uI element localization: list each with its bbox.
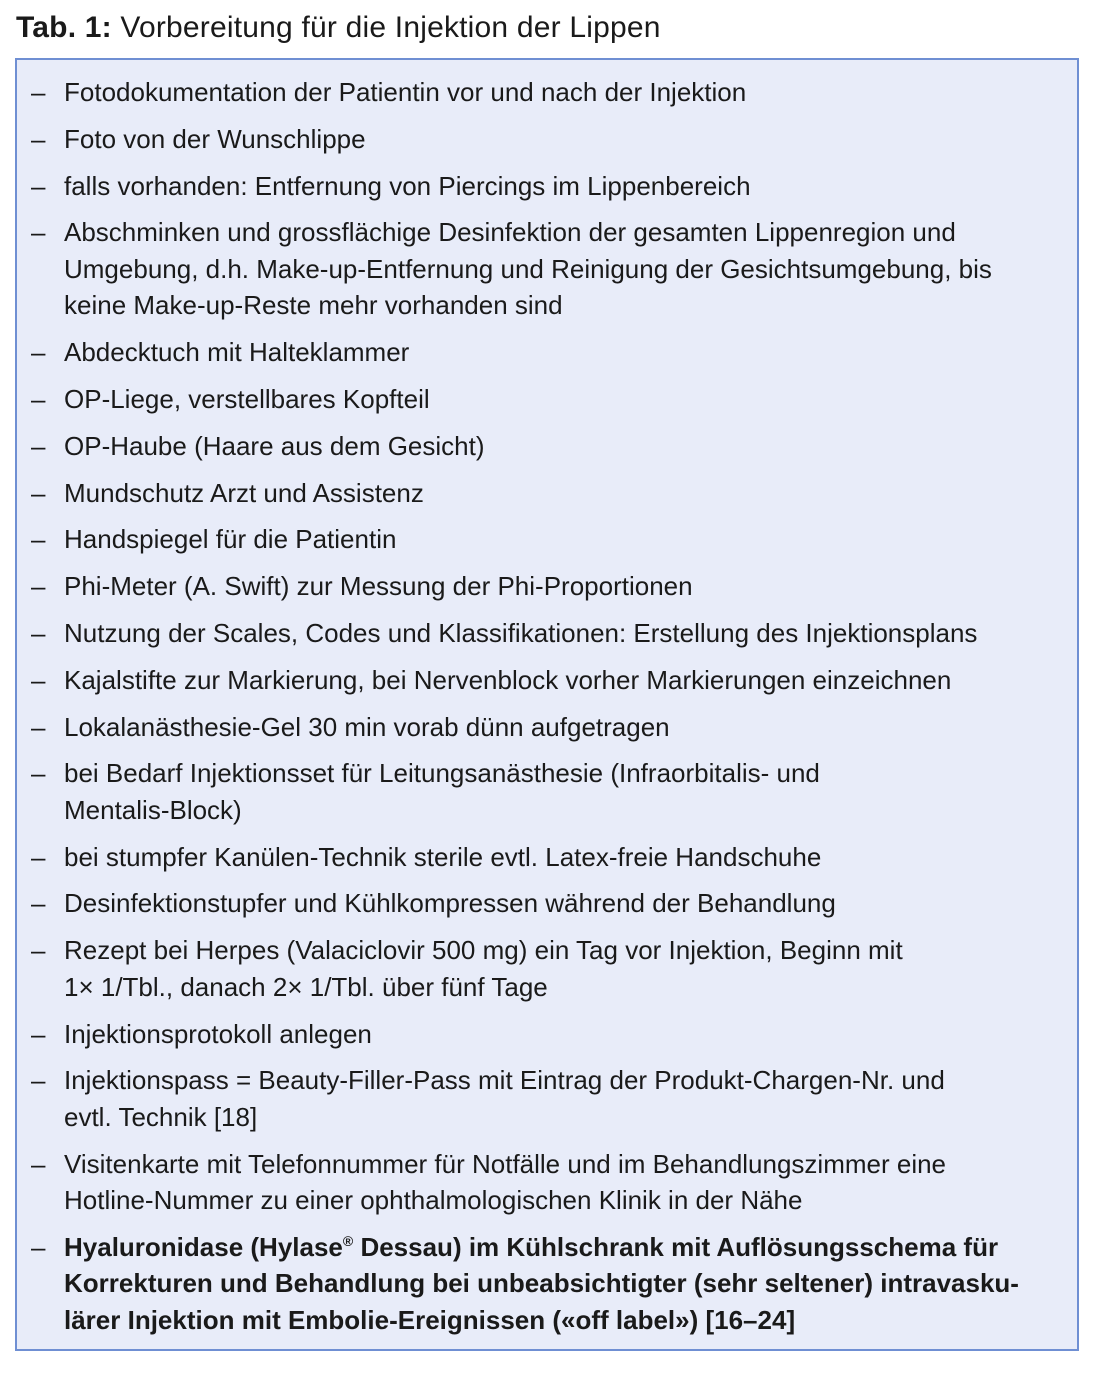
list-dash: – <box>31 337 46 368</box>
list-item-text-part: Dessau) im Kühlschrank mit Auflösungsschema für <box>353 1231 999 1262</box>
list-dash: – <box>31 1018 46 1049</box>
list-item <box>17 475 1077 512</box>
list-dash: – <box>31 888 46 919</box>
list-item-line: OP-Haube (Haare aus dem Gesicht) <box>64 430 485 461</box>
list-dash: – <box>31 758 46 789</box>
list-item-line: OP-Liege, verstellbares Kopfteil <box>64 383 430 414</box>
list-item <box>17 1146 1077 1219</box>
list-dash: – <box>31 77 46 107</box>
list-item <box>17 1062 1077 1135</box>
list-item <box>17 839 1077 876</box>
list-item-line: Lokalanästhesie-Gel 30 min vorab dünn aufgetragen <box>64 711 670 742</box>
list-dash: – <box>31 711 46 742</box>
list-item <box>17 121 1077 158</box>
list-dash: – <box>31 217 46 248</box>
list-item-line: Korrekturen und Behandlung bei unbeabsichtigter (sehr seltener) intravasku- <box>64 1268 1019 1299</box>
list-item-line: Kajalstifte zur Markierung, bei Nervenblock vorher Markierungen einzeichnen <box>64 664 952 695</box>
list-dash: – <box>31 841 46 872</box>
list-item <box>17 932 1077 1005</box>
list-dash: – <box>31 617 46 648</box>
table-caption <box>16 6 661 50</box>
list-item <box>17 1016 1077 1053</box>
list-dash: – <box>31 1065 46 1096</box>
list-item <box>17 885 1077 922</box>
list-item-line: Injektionsprotokoll anlegen <box>64 1018 372 1049</box>
list-item-line <box>64 1229 1065 1266</box>
list-item-line: bei Bedarf Injektionsset für Leitungsanästhesie (Infraorbitalis- und <box>64 758 820 789</box>
list-dash: – <box>31 383 46 414</box>
list-item-text-part: Hyaluronidase (Hylase <box>64 1231 343 1262</box>
list-item-line: keine Make-up-Reste mehr vorhanden sind <box>64 290 563 321</box>
list-dash: – <box>31 935 46 966</box>
list-item-line: Mundschutz Arzt und Assistenz <box>64 477 424 508</box>
list-item-line: Nutzung der Scales, Codes und Klassifikationen: Erstellung des Injektionsplans <box>64 617 978 648</box>
list-item <box>17 568 1077 605</box>
list-item <box>17 74 1077 111</box>
list-item-line: Abschminken und grossflächige Desinfektion der gesamten Lippenregion und <box>64 217 956 248</box>
caption-title: Vorbereitung für die Injektion der Lippen <box>120 11 661 44</box>
list-dash: – <box>31 1148 46 1179</box>
list-item <box>17 615 1077 652</box>
list-item-line: 1× 1/Tbl., danach 2× 1/Tbl. über fünf Tage <box>64 971 548 1002</box>
list-item-line: Injektionspass = Beauty-Filler-Pass mit Eintrag der Produkt-Chargen-Nr. und <box>64 1065 945 1096</box>
list-dash: – <box>31 170 46 201</box>
list-item-line: Abdecktuch mit Halteklammer <box>64 337 410 368</box>
list-item-line: Handspiegel für die Patientin <box>64 524 397 555</box>
list-item-line: bei stumpfer Kanülen-Technik sterile evtl. Latex-freie Handschuhe <box>64 841 822 872</box>
list-item-line: evtl. Technik [18] <box>64 1101 258 1132</box>
list-item <box>17 428 1077 465</box>
caption-label: Tab. 1: <box>16 11 112 44</box>
list-item <box>17 214 1077 324</box>
list-item-line: lärer Injektion mit Embolie-Ereignissen («off label») [16–24] <box>64 1304 796 1335</box>
list-dash: – <box>31 477 46 508</box>
list-item <box>17 709 1077 746</box>
list-item <box>17 168 1077 205</box>
list-item-line: Desinfektionstupfer und Kühlkompressen während der Behandlung <box>64 888 836 919</box>
list-dash: – <box>31 571 46 602</box>
list-dash: – <box>31 1231 46 1262</box>
list-item-line: Mentalis-Block) <box>64 794 242 825</box>
list-dash: – <box>31 524 46 555</box>
list-item <box>17 662 1077 699</box>
table-box <box>15 58 1079 1351</box>
list-item-line: Hotline-Nummer zu einer ophthalmologischen Klinik in der Nähe <box>64 1185 803 1216</box>
list-item-line: Visitenkarte mit Telefonnummer für Notfälle und im Behandlungszimmer eine <box>64 1148 947 1179</box>
list-dash: – <box>31 664 46 695</box>
list-item <box>17 334 1077 371</box>
list-item-line: Foto von der Wunschlippe <box>64 123 366 154</box>
list-item-line: Phi-Meter (A. Swift) zur Messung der Phi-Proportionen <box>64 571 693 602</box>
list-dash: – <box>31 123 46 154</box>
list-item-line: Fotodokumentation der Patientin vor und nach der Injektion <box>64 77 747 107</box>
list-dash: – <box>31 430 46 461</box>
item-list <box>17 74 1077 1349</box>
list-item <box>17 521 1077 558</box>
list-item <box>17 381 1077 418</box>
list-item-hyaluronidase <box>17 1229 1077 1339</box>
registered-mark: ® <box>342 1232 354 1249</box>
list-item <box>17 755 1077 828</box>
list-item-line: falls vorhanden: Entfernung von Piercings im Lippenbereich <box>64 170 751 201</box>
list-item-line: Rezept bei Herpes (Valaciclovir 500 mg) ein Tag vor Injektion, Beginn mit <box>64 935 903 966</box>
list-item-line: Umgebung, d.h. Make-up-Entfernung und Reinigung der Gesichtsumgebung, bis <box>64 253 992 284</box>
